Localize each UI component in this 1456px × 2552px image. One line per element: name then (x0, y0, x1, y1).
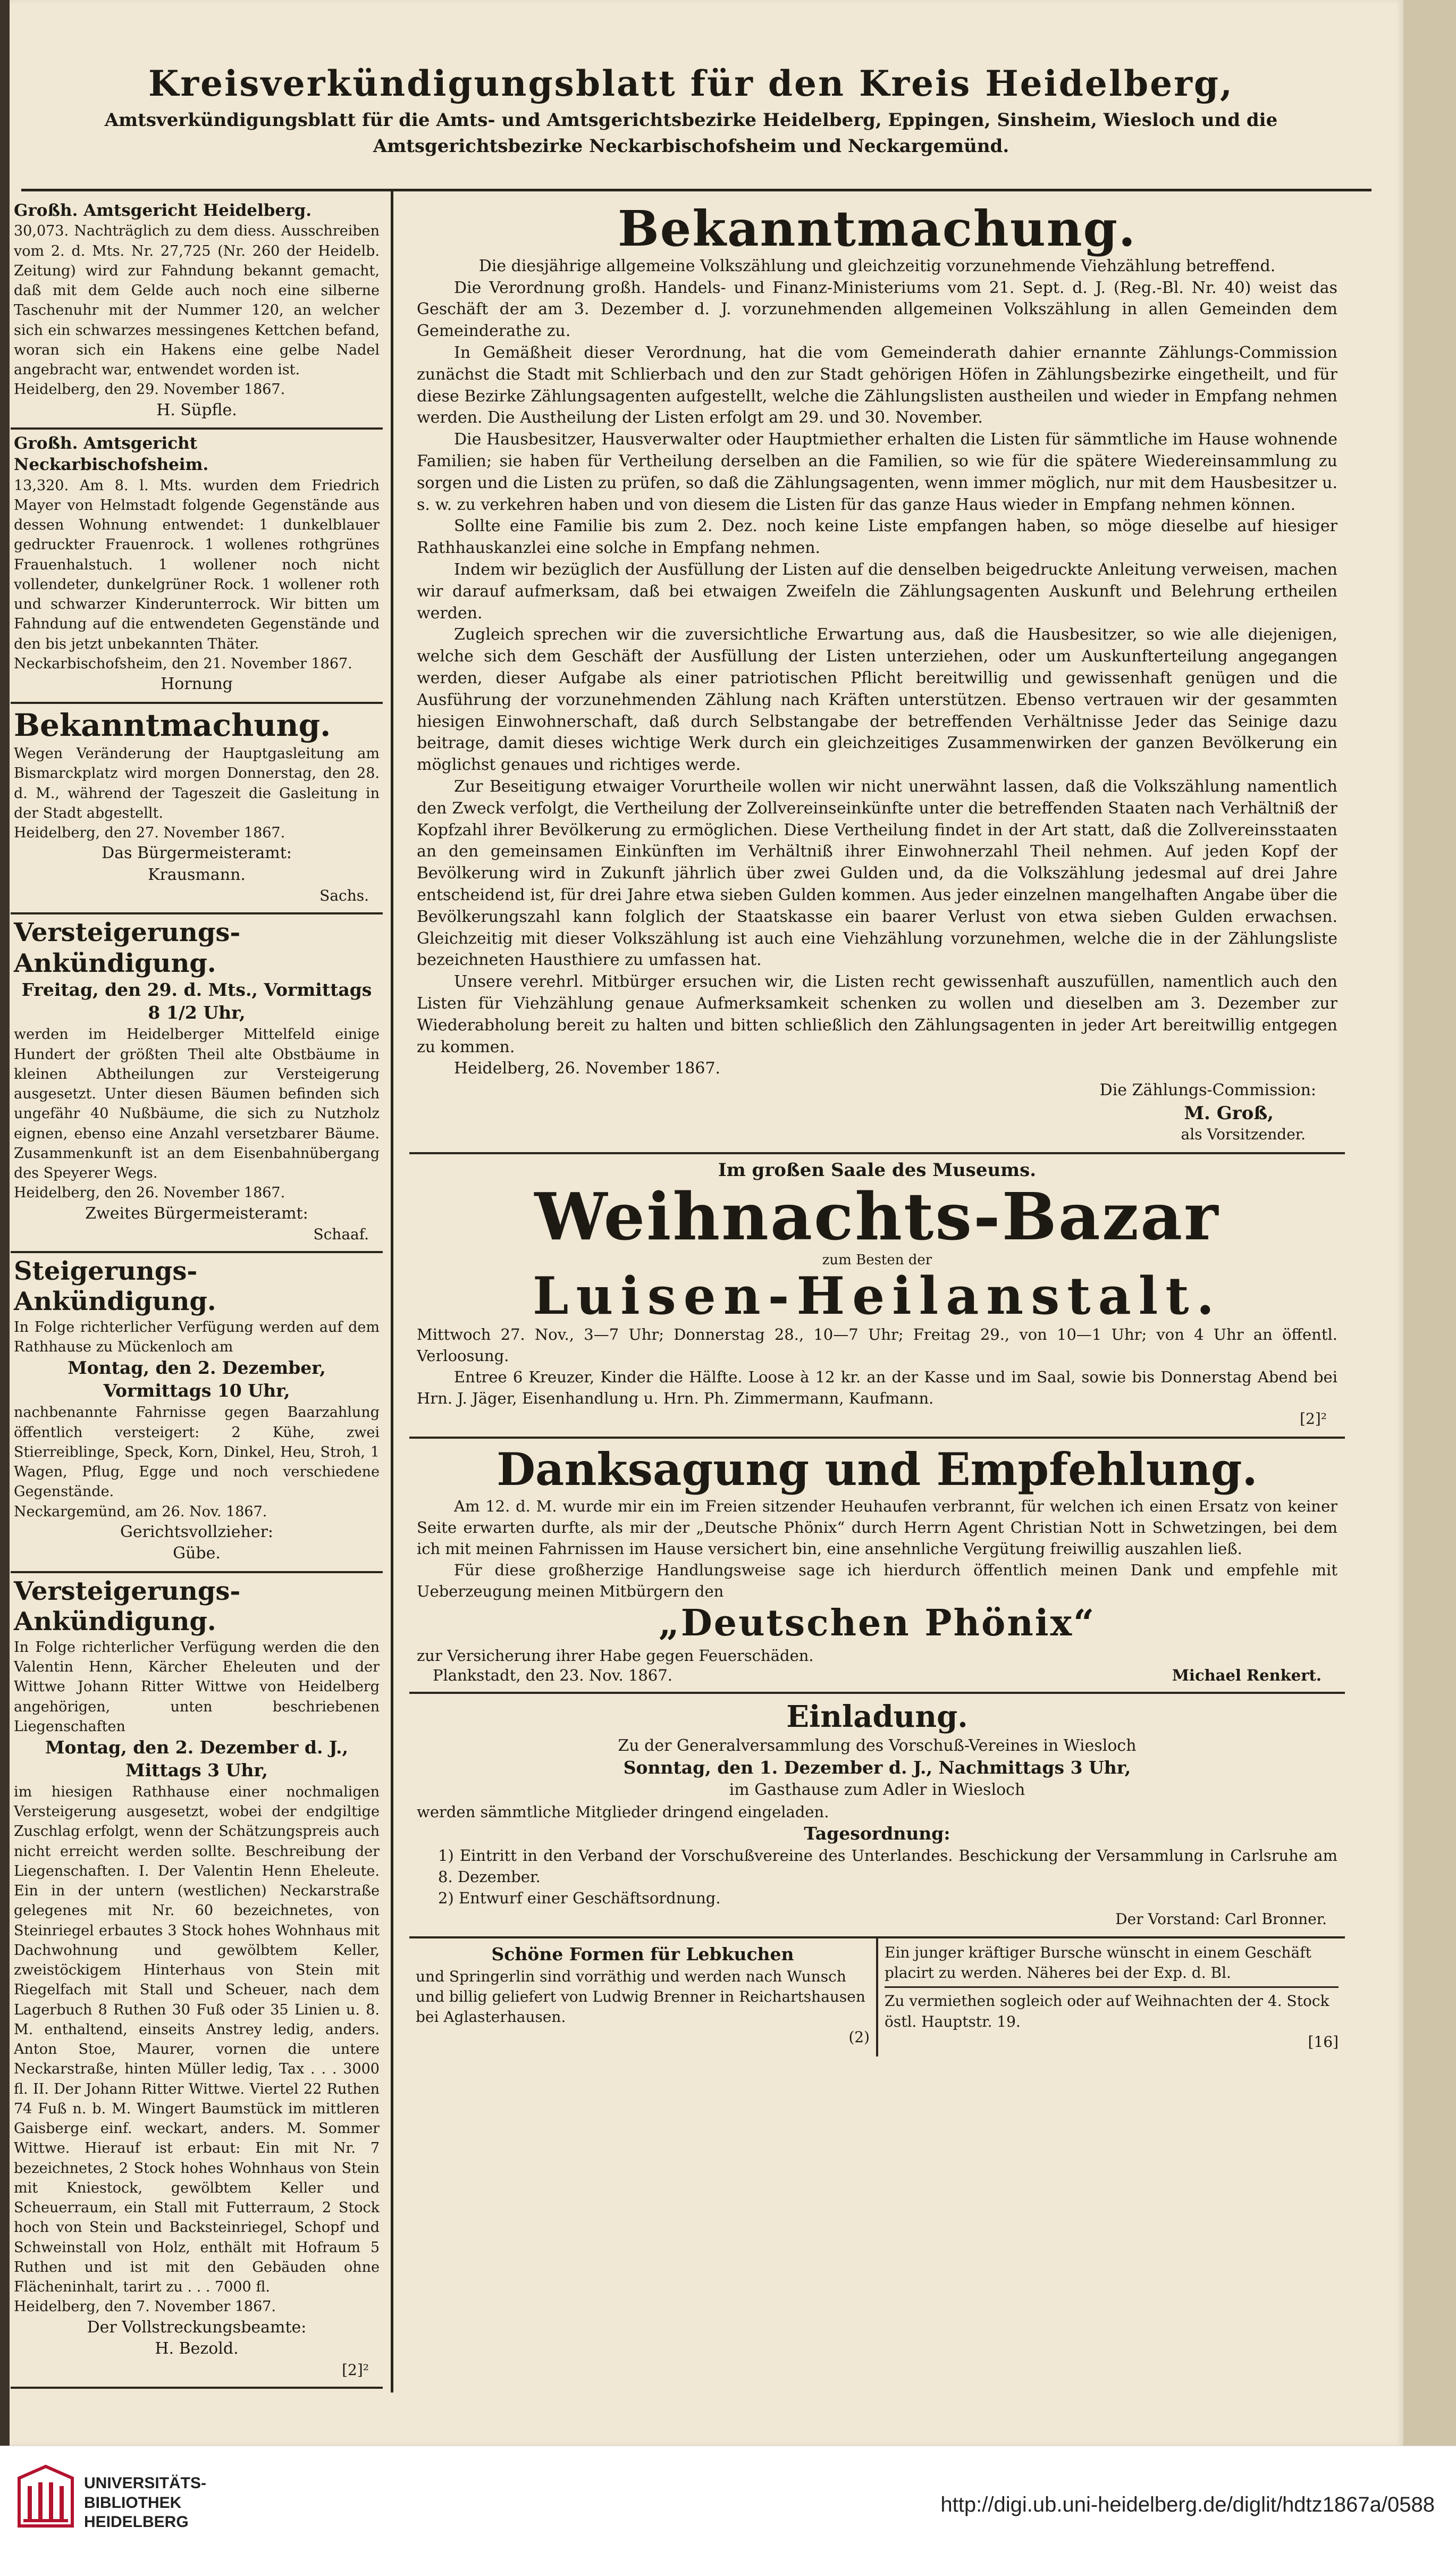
einladung-agenda-item: 1) Eintritt in den Verband der Vorschußvereine des Unterlandes. Beschickung der Versammlung in Carlsruhe am 8. Dezember. (438, 1846, 1337, 1886)
notice-signature: Krausmann. (148, 865, 246, 884)
notice-date: Freitag, den 29. d. Mts., Vormittags 8 1/2 Uhr, (21, 979, 372, 1023)
einladung-title: Einladung. (786, 1699, 968, 1735)
volkszaehlung-paragraph: Zur Beseitigung etwaiger Vorurtheile wollen wir nicht unerwähnt lassen, daß die Volkszählung namentlich den Zweck verfolgt, die Vertheilung der Zollvereinseinkünfte unter die betreffenden Staaten nach Verhältniß der Kopfzahl ihrer Bevölkerung zu ermöglichen. Diese Vertheilung findet in der Art statt, daß die Zollvereinsstaaten an den gemeinsamen Einkünften im Verhältniß ihrer Einwohnerzahl Theil nehmen. Auf jeden Kopf der Bevölkerung wird in Zukunft jährlich über zwei Gulden und, da die Volkszählung jedesmal auf drei Jahre entscheidend ist, für drei Jahre etwa sieben Gulden kommen. Aus jeder einzelnen mangelhaften Angabe über die Bevölkerungszahl kann folglich der Staatskasse ein baarer Verlust von etwa sieben Gulden erwachsen. Gleichzeitig mit dieser Volkszählung ist auch eine Viehzählung vorzunehmen, welche die in der Zählungsliste bezeichneten Hausthiere zu umfassen hat. (417, 777, 1337, 970)
notice-text: werden im Heidelberger Mittelfeld einige Hundert der größten Theil alte Obstbäume in kleinen Abtheilungen zur Versteigerung ausgesetzt. Unter diesen Bäumen befinden sich ungefähr 40 Nußbäume, die sich zu Nutzholz eignen, ebenso eine Anzahl versetzbarer Bäume. Zusammenkunft ist an dem Eisenbahnübergang des Speyerer Wegs. (14, 1026, 380, 1181)
bazar-beneficiary: Luisen-Heilanstalt. (532, 1265, 1222, 1326)
logo-line: HEIDELBERG (84, 2513, 189, 2531)
notice-signature: H. Süpfle. (156, 400, 237, 419)
notice-text: 30,073. Nachträglich zu dem diess. Ausschreiben vom 2. d. Mts. Nr. 27,725 (Nr. 260 der Heidelb. Zeitung) wird zur Fahndung bekannt gemacht, daß mit dem Gelde auch noch eine silberne Taschenuhr mit der Nummer 120, an welcher sich ein schwarzes messingenes Kettchen befand, woran sich ein Hakens eine gelbe Nadel angebracht war, entwendet worden ist. (14, 223, 380, 379)
notice-text-property: im hiesigen Rathhause einer nochmaligen Versteigerung ausgesetzt, wobei der endgiltige Zuschlag erfolgt, wenn der Schätzungspreis auch nicht erreicht werden sollte. Beschreibung der Liegenschaften. I. Der Valentin Henn Eheleute. Ein in der untern (westlichen) Neckarstraße gelegenes mit Nr. 60 bezeichnetes, von Steinriegel erbautes 3 Stock hohes Wohnhaus mit Dachwohnung und gewölbtem Keller, zweistöckigem Hinterhaus von Stein mit Riegelfach mit Stall und Scheuer, nach dem Lagerbuch 8 Ruthen 30 Fuß oder 35 Linien u. 8. M. enthaltend, einseits Anstrey ledig, anders. Anton Stoe, Maurer, vornen die untere Neckarstraße, hinten Müller ledig, Tax . . . 3000 fl. II. Der Johann Ritter Wittwe. Viertel 22 Ruthen 74 Fuß n. b. M. Wingert Baumstück im mittleren Gaisberge einf. weckart, anders. M. Sommer Wittwe. Hierauf ist erbaut: Ein mit Nr. 7 bezeichnetes, 2 Stock hohes Wohnhaus von Stein mit Kniestock, gewölbtem Keller und Scheuerraum, ein Stall mit Futterraum, 2 Stock hoch von Stein und Backsteinriegel, Schopf und Schweinstall von Holz, enthält mit Hofraum 5 Ruthen und ist mit den Gebäuden ohne Flächeninhalt, tarirt zu . . . 7000 fl. (14, 1783, 380, 2296)
danksagung-place: Plankstadt, den 23. Nov. 1867. (433, 1666, 673, 1685)
vermietung-text: Zu vermiethen sogleich oder auf Weihnachten der 4. Stock östl. Hauptstr. 19. (885, 1992, 1329, 2030)
volkszaehlung-subtitle: Die diesjährige allgemeine Volkszählung und gleichzeitig vorzunehmende Viehzählung betreffend. (478, 257, 1276, 276)
notice-text: 13,320. Am 8. l. Mts. wurden dem Friedrich Mayer von Helmstadt folgende Gegenstände aus dessen Wohnung entwendet: 1 dunkelblauer gedruckter Frauenrock. 1 wollenes rothgrünes Frauenhalstuch. 1 wollener noch nicht vollendeter, dunkelgrüner Rock. 1 wollener roth und schwarzer Kinderunterrock. Wir bitten um Fahndung auf die entwendeten Gegenstände und den bis jetzt unbekannten Thäter. (14, 477, 380, 652)
notice-bekanntmachung-gas (11, 704, 383, 915)
page-edge (1403, 0, 1456, 2446)
notice-volkszaehlung (409, 197, 1345, 1154)
bazar-number: [2]² (1300, 1410, 1327, 1428)
left-column (11, 197, 383, 2392)
notice-text: Wegen Veränderung der Hauptgasleitung am Bismarckplatz wird morgen Donnerstag, den 28. d. M., während der Tageszeit die Gasleitung in der Stadt abgestellt. (14, 745, 380, 821)
column-divider (391, 191, 393, 2392)
notice-place-date: Neckargemünd, am 26. Nov. 1867. (14, 1503, 267, 1520)
binding-edge (0, 0, 10, 2446)
right-column (409, 197, 1345, 2392)
volkszaehlung-signature: M. Groß, (1184, 1102, 1274, 1124)
ad-einladung (409, 1694, 1345, 1938)
danksagung-name: Michael Renkert. (1172, 1666, 1322, 1685)
bazar-location: Im großen Saale des Museums. (718, 1159, 1037, 1181)
notice-title: Bekanntmachung. (14, 707, 331, 743)
ad-danksagung (409, 1439, 1345, 1694)
small-ads-row (409, 1938, 1345, 2056)
notice-title: Großh. Amtsgericht Heidelberg. (14, 201, 312, 220)
einladung-text: Zu der Generalversammlung des Vorschuß-Vereines in Wiesloch (618, 1736, 1137, 1755)
permalink-url[interactable]: http://digi.ub.uni-heidelberg.de/diglit/hdtz1867a/0588 (940, 2493, 1435, 2516)
notice-text: In Folge richterlicher Verfügung werden auf dem Rathhause zu Mückenloch am (14, 1319, 380, 1356)
notice-place-date: Heidelberg, den 26. November 1867. (14, 1185, 285, 1202)
notice-versteigerung-obstbaeume (11, 914, 383, 1253)
danksagung-text: zur Versicherung ihrer Habe gegen Feuerschäden. (417, 1647, 814, 1665)
logo-line: BIBLIOTHEK (84, 2494, 182, 2512)
notice-title: Versteigerungs-Ankündigung. (14, 918, 241, 978)
notice-countersign: Sachs. (319, 887, 369, 905)
bazar-title: Weihnachts-Bazar (534, 1178, 1220, 1255)
einladung-text: werden sämmtliche Mitglieder dringend eingeladen. (417, 1802, 829, 1821)
notice-authority: Zweites Bürgermeisteramt: (85, 1204, 308, 1223)
volkszaehlung-paragraph: Die Verordnung großh. Handels- und Finanz-Ministeriums vom 21. Sept. d. J. (Reg.-Bl. Nr. 40) weist das Geschäft der am 3. Dezember d. J. vorzunehmenden allgemeinen Volkszählung in allen Gemeinden dem Gemeinderathe zu. (417, 278, 1337, 341)
danksagung-title: Danksagung und Empfehlung. (496, 1443, 1258, 1496)
logo-line: UNIVERSITÄTS- (84, 2474, 207, 2492)
masthead (32, 64, 1350, 160)
notice-number: [2]² (342, 2361, 369, 2379)
volkszaehlung-place-date: Heidelberg, 26. November 1867. (454, 1059, 721, 1078)
notice-title: Versteigerungs-Ankündigung. (14, 1576, 241, 1637)
notice-place-date: Heidelberg, den 27. November 1867. (14, 825, 285, 842)
notice-text-items: nachbenannte Fahrnisse gegen Baarzahlung öffentlich versteigert: 2 Kühe, zwei Stierreiblinge, Speck, Korn, Dinkel, Heu, Stroh, 1 Wagen, Pflug, Egge und noch verschiedene Gegenstände. (14, 1404, 380, 1500)
notice-amtsgericht-neckarbischofsheim (11, 430, 383, 704)
notice-signature: Schaaf. (313, 1225, 369, 1243)
notice-versteigerung-liegenschaften (11, 1573, 383, 2389)
einladung-date: Sonntag, den 1. Dezember d. J., Nachmittags 3 Uhr, (623, 1757, 1131, 1778)
danksagung-text: Am 12. d. M. wurde mir ein im Freien sitzender Heuhaufen verbrannt, für welchen ich einen Ersatz von keiner Seite erwarten durfte, als mir der „Deutsche Phönix“ durch Herrn Agent Christian Nott in Schwetzingen, bei dem ich mit meinen Fahrnissen im Hause versichert bin, eine ansehnliche Vergütung freiwillig auszahlen ließ. (417, 1497, 1337, 1558)
notice-signature: Hornung (161, 675, 233, 694)
volkszaehlung-paragraph: Sollte eine Familie bis zum 2. Dez. noch keine Liste empfangen haben, so möge dieselbe auf hiesiger Rathhauskanzlei eine solche in Empfang nehmen. (417, 517, 1337, 558)
lebkuchen-title: Schöne Formen für Lebkuchen (491, 1944, 794, 1965)
notice-text: In Folge richterlicher Verfügung werden die den Valentin Henn, Kärcher Eheleuten und der Wittwe Johann Ritter Wittwe von Heidelberg angehörigen, unten beschriebenen Liegenschaften (14, 1639, 380, 1735)
notice-signature: H. Bezold. (155, 2339, 239, 2358)
university-library-name (84, 2474, 206, 2532)
header-rule (21, 189, 1371, 191)
notice-place-date: Heidelberg, den 29. November 1867. (14, 381, 285, 398)
notice-date: Montag, den 2. Dezember, Vormittags 10 Uhr, (68, 1357, 326, 1401)
notice-steigerung-mueckenloch (11, 1253, 383, 1573)
lebkuchen-text: und Springerlin sind vorräthig und werden nach Wunsch und billig geliefert von Ludwig Brenner in Reichartshausen bei Aglasterhausen. (416, 1968, 865, 2026)
einladung-agenda-title: Tagesordnung: (804, 1823, 950, 1844)
notice-sparkasse (11, 2389, 383, 2392)
einladung-signature: Der Vorstand: Carl Bronner. (1115, 1910, 1327, 1928)
masthead-title: Kreisverkündigungsblatt für den Kreis Heidelberg, (148, 63, 1234, 104)
notice-title: Steigerungs-Ankündigung. (14, 1256, 216, 1317)
notice-date: Montag, den 2. Dezember d. J., Mittags 3 Uhr, (45, 1737, 348, 1781)
notice-place-date: Heidelberg, den 7. November 1867. (14, 2298, 276, 2315)
viewer-footer (0, 2446, 1456, 2552)
volkszaehlung-commission: Die Zählungs-Commission: (1099, 1081, 1316, 1100)
ad-stellengesuch-vermietung (876, 1938, 1345, 2056)
notice-signature: Gübe. (173, 1544, 221, 1563)
volkszaehlung-paragraph: Zugleich sprechen wir die zuversichtliche Erwartung aus, daß die Hausbesitzer, so wie alle diejenigen, welche sich dem Geschäft der Ausfüllung der Listen unterziehen, oder um Auskunfterteilung angegangen werden, dieser Aufgabe als einer patriotischen Pflicht bereitwillig und gewissenhaft genügen und die Ausführung der vorzunehmenden Zählung nach Kräften unterstützen. Ebenso vertrauen wir der gesammten hiesigen Einwohnerschaft, daß durch Selbstangabe der betreffenden Verhältnisse Jeder das Seinige dazu beitrage, damit dieses wichtige Werk durch ein gleichzeitiges Zusammenwirken der ganzen Bevölkerung ein möglichst genaues und richtiges werde. (417, 625, 1337, 775)
lebkuchen-number: (2) (848, 2028, 870, 2046)
notice-place-date: Neckarbischofsheim, den 21. November 1867. (14, 655, 352, 672)
danksagung-text: Für diese großherzige Handlungsweise sage ich hierdurch öffentlich meinen Dank und empfehle mit Ueberzeugung meinen Mitbürgern den (417, 1560, 1337, 1600)
stellengesuch-text: Ein junger kräftiger Bursche wünscht in einem Geschäft placirt zu werden. Näheres bei der Exp. d. Bl. (885, 1943, 1339, 1988)
volkszaehlung-title: Bekanntmachung. (618, 200, 1137, 257)
ad-weihnachts-bazar (409, 1154, 1345, 1439)
volkszaehlung-paragraph: In Gemäßheit dieser Verordnung, hat die vom Gemeinderath dahier ernannte Zählungs-Commission zunächst die Stadt mit Schlierbach und den zur Stadt gehörigen Höfen in Zählungsbezirke eingetheilt, und für diese Bezirke Zählungsagenten aufgestellt, welche die Zählungslisten austheilen und wieder in Empfang nehmen werden. Die Austheilung der Listen erfolgt am 29. und 30. November. (417, 343, 1337, 427)
einladung-agenda-item: 2) Entwurf einer Geschäftsordnung. (438, 1889, 721, 1908)
volkszaehlung-paragraph: Die Hausbesitzer, Hausverwalter oder Hauptmiether erhalten die Listen für sämmtliche im Hause wohnende Familien; sie haben für Vertheilung derselben an die Familien, so wie für die spätere Wiedereinsammlung zu sorgen und die Listen zu prüfen, so daß die Zählungsagenten, wenn immer möglich, nur mit dem Hausbesitzer u. s. w. zu verkehren haben und von diesem die Listen für das ganze Haus wieder in Empfang nehmen können. (417, 430, 1337, 514)
phoenix-name: „Deutschen Phönix“ (658, 1601, 1096, 1644)
bazar-entry: Entree 6 Kreuzer, Kinder die Hälfte. Loose à 12 kr. an der Kasse und im Saal, sowie bis Donnerstag Abend bei Hrn. J. Jäger, Eisenhandlung u. Hrn. Ph. Zimmermann, Kaufmann. (417, 1368, 1337, 1408)
notice-authority: Das Bürgermeisteramt: (102, 844, 292, 863)
volkszaehlung-paragraph: Indem wir bezüglich der Ausfüllung der Listen auf die denselben beigedruckte Anleitung verweisen, machen wir darauf aufmerksam, daß bei etwaigen Zweifeln die Zählungsagenten Auskunft und Belehrung ertheilen werden. (417, 560, 1337, 623)
notice-amtsgericht-heidelberg (11, 197, 383, 430)
bazar-times: Mittwoch 27. Nov., 3—7 Uhr; Donnerstag 28., 10—7 Uhr; Freitag 29., von 10—1 Uhr; von 4 Uhr an öffentl. Verloosung. (417, 1325, 1337, 1365)
volkszaehlung-role: als Vorsitzender. (1181, 1126, 1306, 1144)
vermietung-number: [16] (1308, 2033, 1339, 2051)
notice-authority: Gerichtsvollzieher: (120, 1522, 274, 1541)
bazar-purpose: zum Besten der (822, 1252, 932, 1268)
notice-authority: Der Vollstreckungsbeamte: (87, 2318, 307, 2337)
danksagung-signature-row (417, 1666, 1337, 1684)
volkszaehlung-paragraph: Unsere verehrl. Mitbürger ersuchen wir, die Listen recht gewissenhaft auszufüllen, namentlich auch den Listen für Viehzählung genaue Aufmerksamkeit schenken zu wollen und dieselben am 3. Dezember zur Wiederabholung bereit zu halten und bitten schließlich den Zählungsagenten in jeder Art bereitwillig entgegen zu kommen. (417, 972, 1337, 1056)
masthead-subtitle: Amtsverkündigungsblatt für die Amts- und Amtsgerichtsbezirke Heidelberg, Eppingen, Sinsheim, Wiesloch und die Amtsgerichtsbezirke Neckarbischofsheim und Neckargemünd. (104, 109, 1278, 157)
university-library-logo-icon (14, 2462, 78, 2531)
notice-title: Großh. Amtsgericht Neckarbischofsheim. (14, 434, 209, 475)
einladung-place: im Gasthause zum Adler in Wiesloch (729, 1781, 1025, 1800)
ad-lebkuchen (409, 1938, 876, 2056)
